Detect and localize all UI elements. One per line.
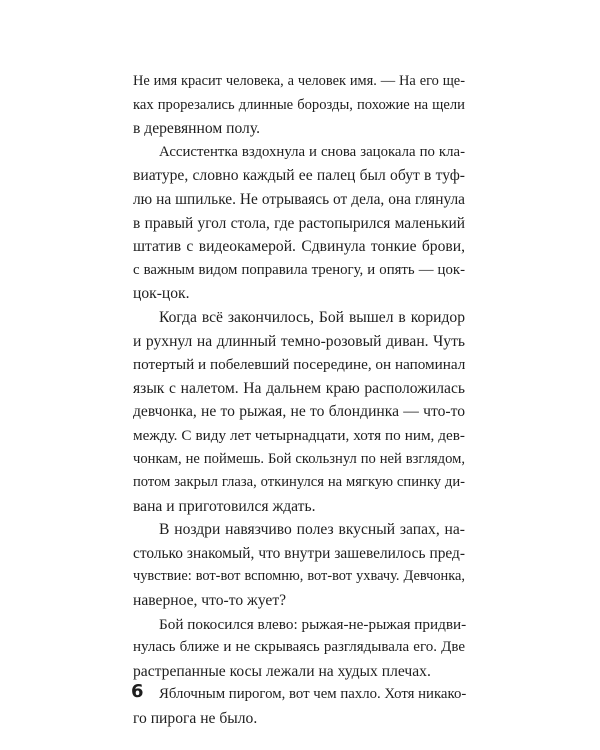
text-line: девчонка, не то рыжая, не то блондинка — что-то [133, 403, 465, 421]
text-line: вана и приготовился ждать. [133, 497, 316, 515]
text-line: потом закрыл глаза, откинулся на мягкую спинку ди- [133, 474, 465, 491]
text-line: Не имя красит человека, а человек имя. — На его ще- [133, 73, 465, 89]
text-line: чувствие: вот-вот вспомню, вот-вот ухвачу. Девчонка, [133, 568, 465, 585]
text-line: в деревянном полу. [133, 120, 260, 138]
text-line: язык с налетом. На дальнем краю расположилась [133, 379, 465, 397]
text-line: штатив с видеокамерой. Сдвинула тонкие брови, [133, 238, 465, 256]
text-line: чонкам, не поймешь. Бой скользнул по ней взглядом, [133, 450, 465, 467]
text-line: потертый и побелевший посередине, он напоминал [133, 356, 466, 374]
text-line: между. С виду лет четырнадцати, хотя по ним, дев- [133, 426, 465, 444]
text-line: В ноздри навязчиво полез вкусный запах, на- [159, 521, 465, 539]
text-line: виатуре, словно каждый ее палец был обут в туф- [133, 167, 465, 185]
page-number: 6 [131, 681, 144, 702]
paragraph-3 [133, 306, 465, 518]
text-line: го пирога не было. [133, 710, 258, 728]
page-text [133, 70, 465, 731]
text-line: столько знакомый, что внутри зашевелилось пред- [133, 544, 465, 562]
text-line: наверное, что-то жует? [133, 592, 287, 610]
paragraph-4 [133, 518, 465, 612]
text-line: Когда всё закончилось, Бой вышел в коридор [159, 308, 465, 326]
text-line: Бой покосился влево: рыжая-не-рыжая придви- [159, 615, 467, 633]
text-line: нулась ближе и не скрываясь разглядывала его. Две [133, 639, 465, 656]
text-line: с важным видом поправила треногу, и опять — цок- [133, 261, 465, 278]
text-line: ках прорезались длинные борозды, похожие на щели [133, 96, 465, 113]
text-line: цок-цок. [133, 285, 190, 303]
text-line: в правый угол стола, где растопырился маленький [133, 214, 465, 232]
paragraph-2 [133, 141, 465, 306]
text-line: и рухнул на длинный темно-розовый диван. Чуть [133, 332, 465, 350]
paragraph-5 [133, 613, 465, 684]
text-line: Ассистентка вздохнула и снова зацокала по кла- [159, 143, 465, 160]
text-line: Яблочным пирогом, вот чем пахло. Хотя никако- [159, 686, 467, 703]
text-line: растрепанные косы лежали на худых плечах. [133, 662, 431, 680]
text-line: лю на шпильке. Не отрываясь от дела, она глянула [133, 190, 465, 208]
paragraph-6 [133, 683, 465, 730]
paragraph-1 [133, 70, 465, 141]
